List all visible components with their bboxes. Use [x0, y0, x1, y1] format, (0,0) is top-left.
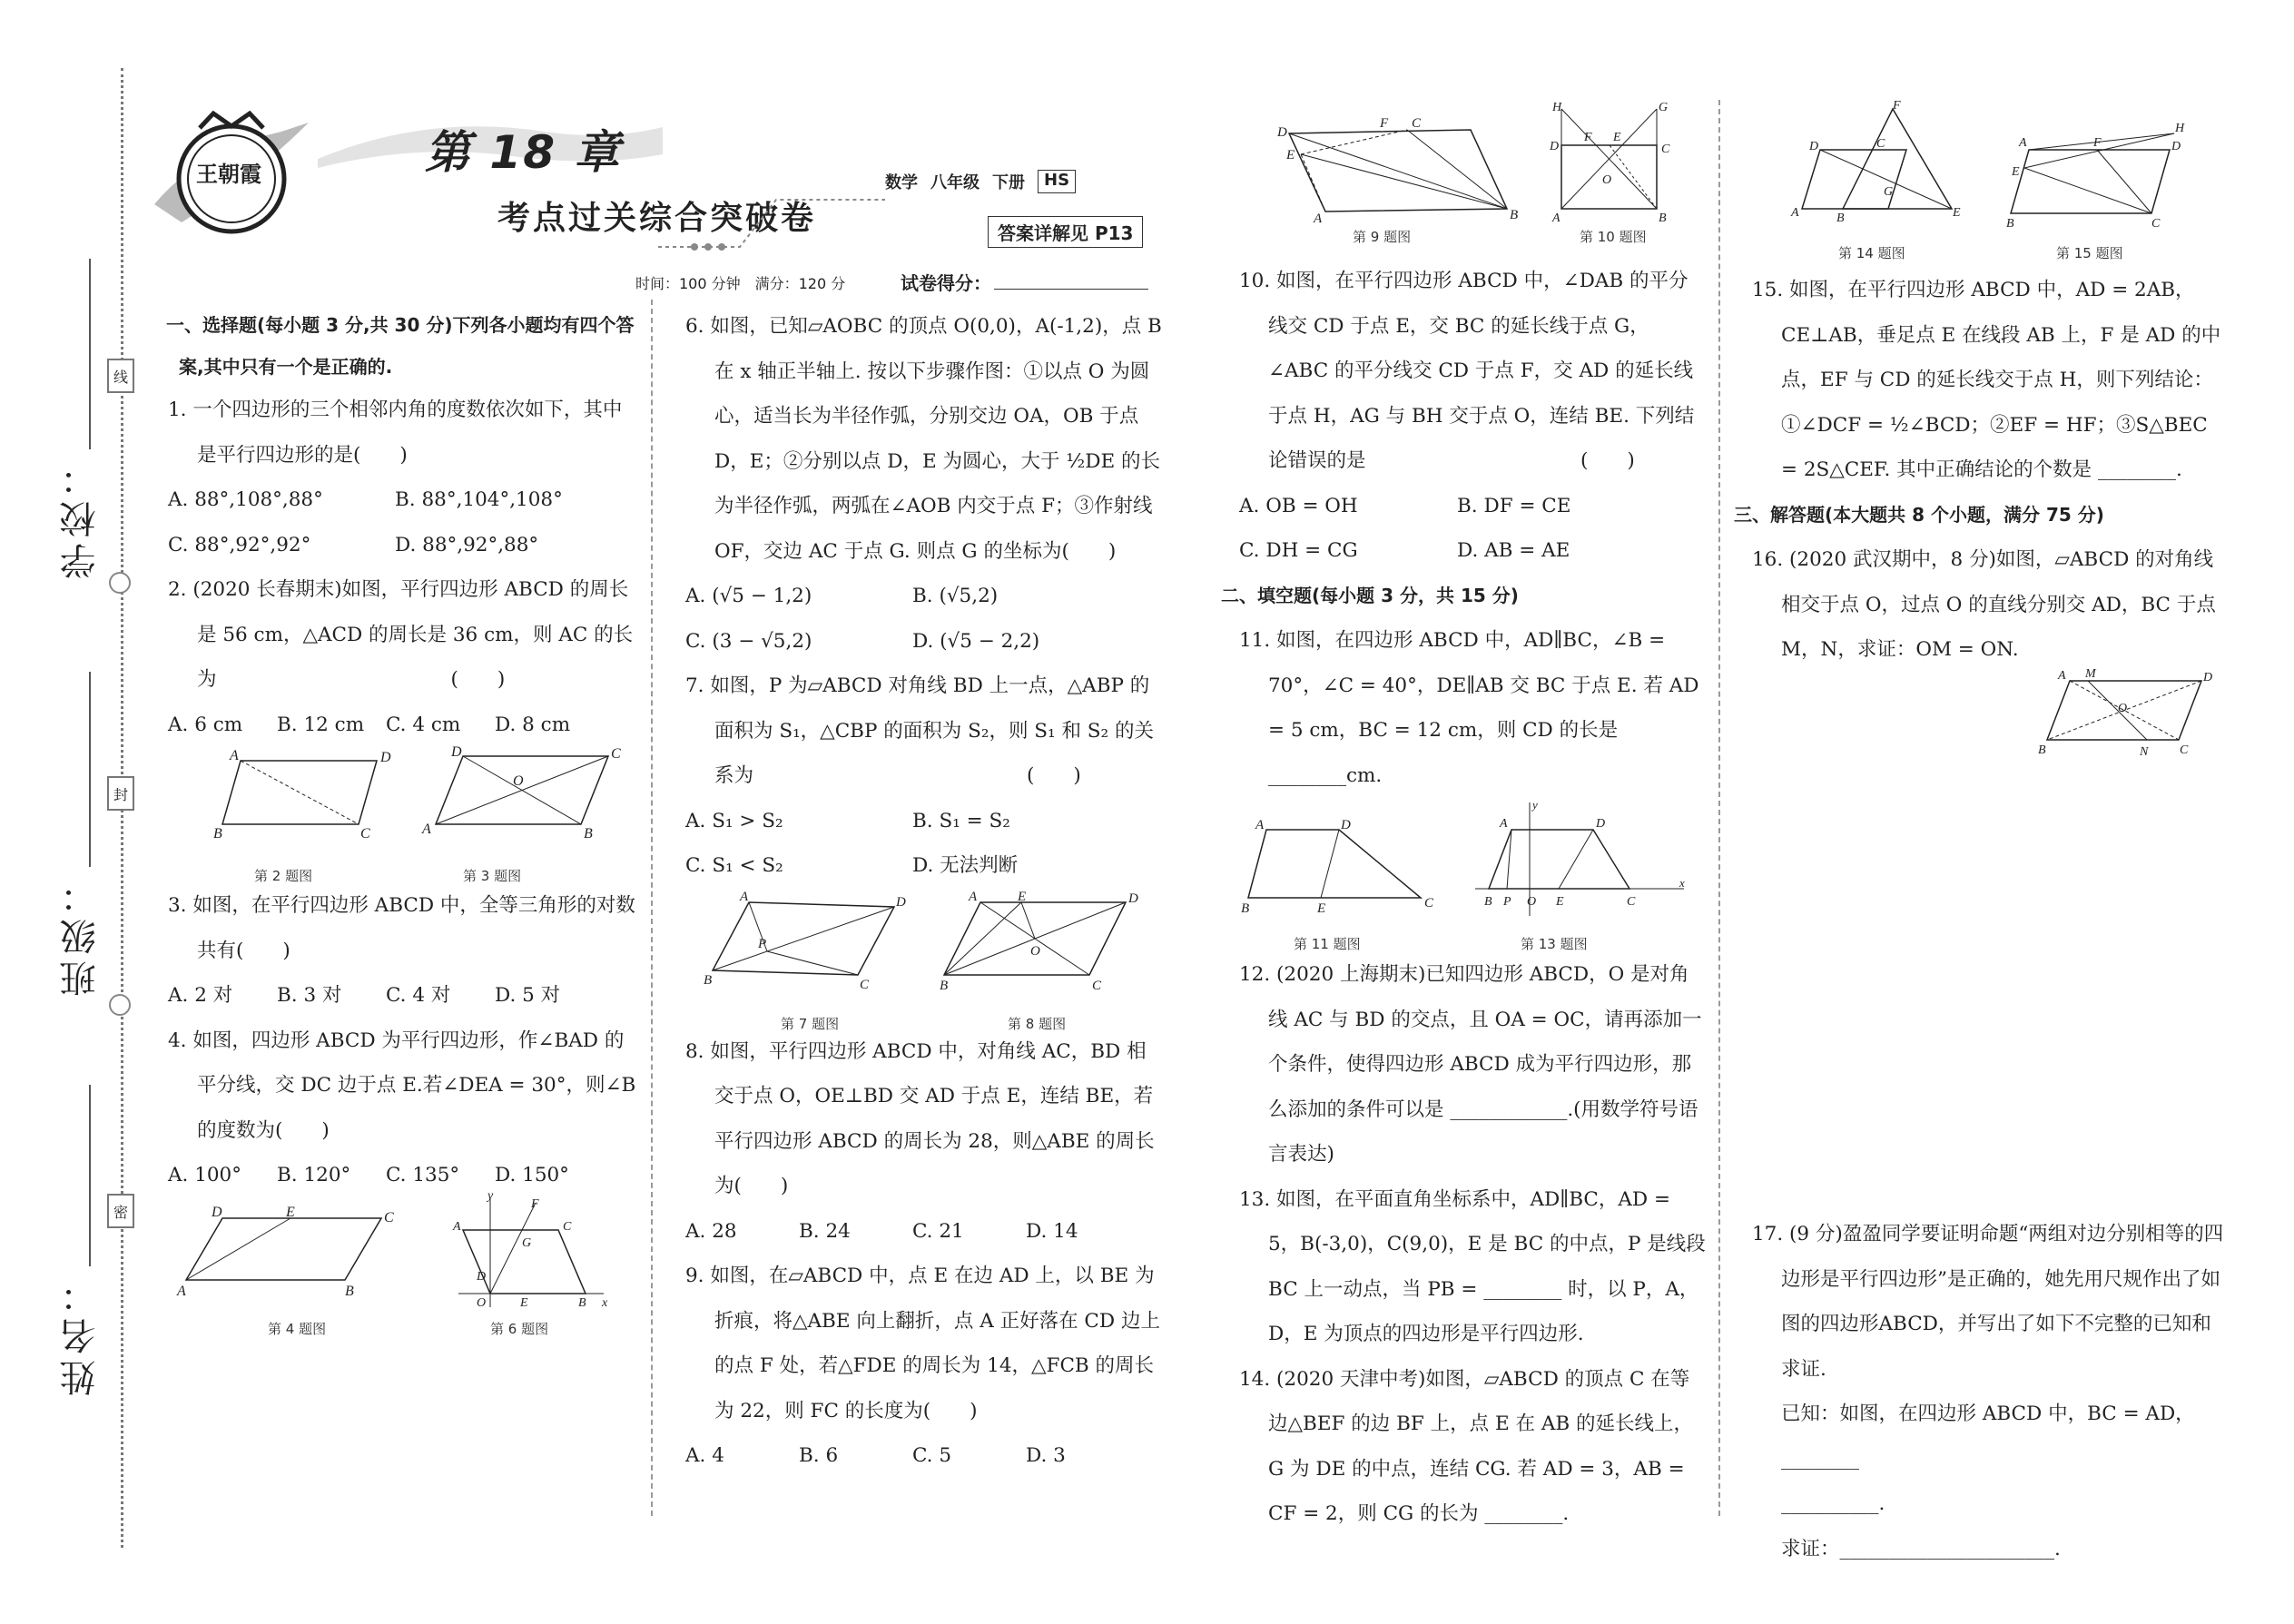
- question-6: 6. 如图，已知▱AOBC 的顶点 O(0,0)，A(-1,2)，点 B 在 x 轴正半轴上. 按以下步骤作图：①以点 O 为圆心，适当长为半径作弧，分别交边 OA，OB 于点 D，E；②分别以点 D，E 为圆心，大于 ½DE 的长为半径作弧，两弧在∠AOB 内交于点 F；③作射线 OF，交边 AC 于点 G. 则点 G 的坐标为( ): [685, 315, 1162, 563]
- option[interactable]: D. 5 对: [495, 984, 561, 1007]
- question-17-block: [1734, 1212, 2229, 1571]
- svg-text:B: B: [1241, 901, 1250, 916]
- figure-13-diagram: [1471, 798, 1689, 920]
- options: [150, 523, 640, 568]
- caption: 第 8 题图: [1008, 1015, 1067, 1032]
- svg-text:A: A: [2058, 669, 2066, 683]
- figure-9-diagram: [1275, 113, 1521, 226]
- option[interactable]: C. DH = CG: [1239, 539, 1358, 562]
- svg-text:B: B: [704, 972, 713, 988]
- svg-text:D: D: [2203, 671, 2213, 684]
- options: [667, 1209, 1162, 1255]
- svg-text:A: A: [1552, 212, 1561, 225]
- option[interactable]: C. 4 对: [386, 984, 451, 1007]
- option[interactable]: D. 8 cm: [495, 713, 571, 736]
- svg-text:E: E: [1018, 889, 1027, 904]
- svg-text:x: x: [602, 1295, 608, 1310]
- options: [667, 843, 1162, 889]
- answer-reference: 答案详解见 P13: [988, 216, 1143, 248]
- svg-text:O: O: [513, 773, 524, 789]
- column-4: [1734, 268, 2229, 673]
- option[interactable]: C. S₁ < S₂: [685, 854, 783, 877]
- options: [667, 574, 1162, 619]
- q17-known-cont[interactable]: __________.: [1781, 1492, 1885, 1515]
- svg-text:D: D: [212, 1204, 222, 1220]
- options: [150, 973, 640, 1019]
- svg-text:P: P: [1503, 895, 1511, 909]
- question-15: 15. 如图，在平行四边形 ABCD 中，AD = 2AB，CE⊥AB，垂足点 E 在线段 AB 上，F 是 AD 的中点，EF 与 CD 的延长线交于点 H，则下列结论：①∠DCF = ½∠BCD；②EF = HF；③S△BEC = 2S△CEF. 其中正确结论的个数是 ________.: [1752, 279, 2221, 481]
- option[interactable]: D. 14: [1026, 1219, 1078, 1243]
- svg-text:E: E: [1953, 206, 1961, 220]
- svg-text:O: O: [477, 1295, 487, 1310]
- column-2: [667, 304, 1162, 1479]
- seal-char: 密: [107, 1194, 134, 1228]
- option[interactable]: D. 88°,92°,88°: [395, 533, 539, 556]
- option[interactable]: B. DF = CE: [1457, 494, 1571, 517]
- name-line: [89, 1085, 91, 1266]
- question-13: 13. 如图，在平面直角坐标系中，AD∥BC，AD = 5，B(-3,0)，C(9,0)，E 是 BC 的中点，P 是线段 BC 上一动点，当 PB = ________ 时，以 P，A，D，E 为顶点的四边形是平行四边形.: [1239, 1187, 1706, 1345]
- svg-text:E: E: [1286, 148, 1295, 162]
- question-10: 10. 如图，在平行四边形 ABCD 中，∠DAB 的平分线交 CD 于点 E，交 BC 的延长线于点 G，∠ABC 的平分线交 CD 于点 F，交 AD 的延长线于点 H，AG 与 BH 交于点 O，连结 BE. 下列结论错误的是 ( ): [1239, 270, 1695, 472]
- figure-6-diagram: [449, 1188, 613, 1312]
- option[interactable]: D. 150°: [495, 1164, 569, 1186]
- figure-10-diagram: [1548, 100, 1684, 225]
- subject-tags: [885, 170, 1076, 193]
- option[interactable]: A. S₁ > S₂: [685, 809, 783, 832]
- svg-text:A: A: [1791, 206, 1799, 220]
- svg-text:O: O: [2118, 702, 2128, 715]
- svg-text:E: E: [286, 1204, 295, 1220]
- column-divider: [651, 300, 653, 1516]
- svg-text:y: y: [1532, 798, 1538, 812]
- svg-text:A: A: [230, 748, 239, 763]
- svg-text:D: D: [1341, 818, 1351, 832]
- question-17: 17. (9 分)盈盈同学要证明命题“两组对边分别相等的四边形是平行四边形”是正确的，她先用尺规作出了如图的四边形ABCD，并写出了如下不完整的已知和求证.: [1752, 1223, 2224, 1381]
- svg-text:E: E: [2012, 165, 2020, 179]
- binding-hole: [109, 572, 131, 594]
- svg-text:B: B: [345, 1283, 354, 1299]
- options: [667, 619, 1162, 664]
- caption: 第 3 题图: [463, 868, 522, 884]
- svg-text:D: D: [1596, 817, 1606, 831]
- option[interactable]: A. (√5 − 1,2): [685, 585, 812, 607]
- question-11: 11. 如图，在四边形 ABCD 中，AD∥BC，∠B = 70°，∠C = 40°，DE∥AB 交 BC 于点 E. 若 AD = 5 cm，BC = 12 cm，则 CD 的长是 ________cm.: [1239, 629, 1699, 787]
- svg-text:F: F: [531, 1196, 539, 1211]
- option[interactable]: A. OB = OH: [1239, 494, 1358, 517]
- option[interactable]: A. 6 cm: [168, 713, 243, 736]
- svg-text:D: D: [896, 894, 906, 910]
- paper-title: 考点过关综合突破卷: [497, 200, 817, 237]
- svg-text:D: D: [477, 1269, 487, 1284]
- svg-text:E: E: [1556, 895, 1564, 909]
- column-1: [150, 304, 640, 1337]
- question-8: 8. 如图，平行四边形 ABCD 中，对角线 AC，BD 相交于点 O，OE⊥BD 交 AD 于点 E，连结 BE，若平行四边形 ABCD 的周长为 28，则△ABE 的周长为( ): [685, 1039, 1155, 1197]
- school-line: [89, 259, 91, 449]
- figure-row-11-13: [1221, 798, 1707, 952]
- option[interactable]: B. S₁ = S₂: [912, 809, 1010, 832]
- svg-text:A: A: [740, 889, 749, 904]
- option[interactable]: B. 12 cm: [277, 713, 365, 736]
- question-12: 12. (2020 上海期末)已知四边形 ABCD，O 是对角线 AC 与 BD 的交点，且 OA = OC，请再添加一个条件，使得四边形 ABCD 成为平行四边形，那么添加的条件可以是 ____________.(用数学符号语言表达): [1239, 963, 1702, 1166]
- figure-2-diagram: [213, 747, 395, 847]
- svg-text:C: C: [1876, 137, 1885, 151]
- svg-text:F: F: [1380, 116, 1389, 131]
- options: [667, 1433, 1162, 1479]
- svg-text:O: O: [1602, 173, 1612, 187]
- figure-4-diagram: [177, 1204, 395, 1299]
- svg-text:B: B: [1510, 208, 1519, 222]
- column-divider: [1718, 100, 1720, 1516]
- svg-text:A: A: [422, 822, 431, 837]
- svg-text:A: A: [2019, 136, 2027, 150]
- q17-prove[interactable]: 求证：______________________.: [1781, 1537, 2061, 1560]
- figure-row-4-6: [150, 1188, 640, 1337]
- figure-16-diagram: [2038, 663, 2220, 763]
- svg-text:B: B: [1484, 895, 1492, 909]
- svg-text:x: x: [1679, 876, 1685, 890]
- caption: 第 11 题图: [1294, 936, 1361, 952]
- option[interactable]: C. 5: [912, 1444, 952, 1467]
- tag: 下册: [992, 173, 1025, 192]
- figure-11-diagram: [1239, 816, 1448, 916]
- svg-text:D: D: [451, 744, 462, 760]
- svg-text:B: B: [2006, 217, 2014, 231]
- option[interactable]: B. 88°,104°,108°: [395, 488, 563, 511]
- svg-text:C: C: [1627, 895, 1636, 909]
- caption: 第 2 题图: [254, 868, 313, 884]
- options: [1221, 484, 1707, 529]
- option[interactable]: A. 4: [685, 1444, 724, 1467]
- name-label: 姓名：: [60, 1271, 102, 1396]
- binding-hole: [109, 994, 131, 1016]
- question-16: 16. (2020 武汉期中，8 分)如图，▱ABCD 的对角线相交于点 O，过点 O 的直线分别交 AD，BC 于点 M，N，求证：OM = ON.: [1752, 548, 2216, 661]
- question-3: 3. 如图，在平行四边形 ABCD 中，全等三角形的对数共有( ): [168, 894, 635, 962]
- option[interactable]: C. 135°: [386, 1164, 460, 1186]
- caption: 第 6 题图: [490, 1320, 549, 1337]
- tag: 数学: [885, 173, 918, 192]
- seal-char: 线: [107, 359, 134, 393]
- option[interactable]: B. (√5,2): [912, 585, 999, 607]
- caption: 第 7 题图: [781, 1015, 840, 1032]
- svg-text:C: C: [360, 826, 370, 842]
- svg-text:A: A: [1255, 818, 1265, 832]
- section-heading-choice: 一、选择题(每小题 3 分,共 30 分)下列各小题均有四个答案,其中只有一个是正确的.: [166, 314, 635, 378]
- svg-text:D: D: [1809, 140, 1819, 153]
- figure-15-diagram: [2006, 122, 2185, 231]
- caption: 第 4 题图: [268, 1320, 327, 1337]
- question-4: 4. 如图，四边形 ABCD 为平行四边形，作∠BAD 的平分线，交 DC 边于点 E.若∠DEA = 30°，则∠B 的度数为( ): [168, 1029, 636, 1142]
- svg-text:G: G: [1659, 101, 1669, 114]
- options: [1221, 528, 1707, 574]
- option[interactable]: D. 3: [1026, 1444, 1066, 1467]
- svg-text:H: H: [2175, 122, 2185, 135]
- svg-text:E: E: [1613, 131, 1621, 144]
- option[interactable]: A. 88°,108°,88°: [168, 488, 323, 511]
- score-blank[interactable]: [994, 289, 1148, 290]
- caption: 第 10 题图: [1580, 229, 1647, 245]
- question-14: 14. (2020 天津中考)如图，▱ABCD 的顶点 C 在等边△BEF 的边 BF 上，点 E 在 AB 的延长线上，G 为 DE 的中点，连结 CG. 若 AD = 3，AB = CF = 2，则 CG 的长为 ________.: [1239, 1367, 1694, 1525]
- column-3: [1221, 259, 1707, 1537]
- caption: 第 15 题图: [2056, 245, 2123, 261]
- option[interactable]: C. 88°,92°,92°: [168, 533, 311, 556]
- options: [150, 703, 640, 748]
- figure-8-diagram: [940, 889, 1139, 993]
- svg-text:D: D: [1128, 891, 1138, 906]
- question-7: 7. 如图，P 为▱ABCD 对角线 BD 上一点，△ABP 的面积为 S₁，△CBP 的面积为 S₂，则 S₁ 和 S₂ 的关系为 ( ): [685, 674, 1154, 787]
- section-heading-fill: 二、填空题(每小题 3 分，共 15 分): [1221, 584, 1519, 606]
- figure-row-7-8: [667, 889, 1162, 1032]
- svg-text:y: y: [487, 1188, 494, 1203]
- svg-text:B: B: [584, 826, 593, 842]
- svg-text:A: A: [177, 1283, 186, 1299]
- svg-text:B: B: [578, 1295, 586, 1310]
- svg-text:F: F: [2093, 136, 2102, 150]
- svg-text:F: F: [1584, 131, 1592, 144]
- option[interactable]: C. 4 cm: [386, 713, 461, 736]
- figure-row-2-3: [150, 744, 640, 884]
- option[interactable]: D. AB = AE: [1457, 539, 1570, 562]
- svg-text:B: B: [1836, 212, 1845, 225]
- svg-text:B: B: [213, 826, 222, 842]
- svg-text:E: E: [1317, 901, 1326, 916]
- class-line: [89, 672, 91, 867]
- svg-text:B: B: [2038, 743, 2046, 757]
- svg-text:A: A: [1314, 212, 1323, 226]
- option[interactable]: D. (√5 − 2,2): [912, 629, 1040, 653]
- svg-text:F: F: [1893, 99, 1901, 113]
- option[interactable]: B. 24: [799, 1219, 851, 1243]
- svg-text:C: C: [563, 1219, 572, 1234]
- options: [667, 799, 1162, 844]
- svg-text:D: D: [1550, 140, 1560, 153]
- svg-text:G: G: [1884, 185, 1894, 199]
- score-label: 试卷得分：: [901, 272, 991, 294]
- options: [150, 1153, 640, 1198]
- svg-text:D: D: [380, 750, 391, 765]
- option[interactable]: A. 28: [685, 1219, 737, 1243]
- svg-text:C: C: [1424, 896, 1434, 910]
- svg-text:B: B: [940, 978, 949, 993]
- svg-text:M: M: [2085, 667, 2096, 681]
- section-heading-answer: 三、解答题(本大题共 8 个小题，满分 75 分): [1734, 503, 2104, 526]
- option[interactable]: B. 3 对: [277, 984, 342, 1007]
- question-1: 1. 一个四边形的三个相邻内角的度数依次如下，其中是平行四边形的是( ): [168, 399, 623, 467]
- class-label: 班级：: [60, 871, 102, 997]
- option[interactable]: A. 100°: [168, 1164, 241, 1186]
- svg-text:A: A: [1500, 817, 1508, 831]
- figure-7-diagram: [704, 889, 906, 993]
- option[interactable]: A. 2 对: [168, 984, 233, 1007]
- time-score: 时间：100 分钟 满分：120 分: [635, 275, 846, 292]
- option[interactable]: C. (3 − √5,2): [685, 629, 812, 653]
- svg-text:C: C: [1661, 143, 1670, 156]
- option[interactable]: B. 6: [799, 1444, 839, 1467]
- svg-text:O: O: [1030, 943, 1040, 959]
- svg-text:O: O: [1527, 895, 1537, 909]
- svg-text:D: D: [1277, 125, 1287, 140]
- option[interactable]: B. 120°: [277, 1164, 351, 1186]
- svg-text:A: A: [453, 1219, 461, 1234]
- svg-text:C: C: [1412, 116, 1422, 131]
- svg-text:C: C: [1092, 978, 1102, 993]
- caption: 第 14 题图: [1838, 245, 1905, 261]
- question-2: 2. (2020 长春期末)如图，平行四边形 ABCD 的周长是 56 cm，△ACD 的周长是 36 cm，则 AC 的长为 ( ): [168, 578, 634, 691]
- svg-text:H: H: [1552, 101, 1562, 114]
- svg-text:C: C: [384, 1209, 394, 1225]
- chapter-title: 第 18 章: [425, 126, 622, 179]
- school-label: 学校：: [60, 454, 102, 579]
- option[interactable]: C. 21: [912, 1219, 964, 1243]
- svg-text:C: C: [2180, 743, 2189, 757]
- svg-text:N: N: [2140, 745, 2149, 759]
- logo-text: 王朝霞: [196, 162, 261, 187]
- figure-14-diagram: [1784, 100, 1974, 227]
- svg-text:C: C: [2151, 217, 2161, 231]
- caption: 第 13 题图: [1521, 936, 1588, 952]
- svg-text:B: B: [1659, 212, 1667, 225]
- svg-text:C: C: [611, 746, 621, 762]
- svg-text:D: D: [2171, 140, 2181, 153]
- svg-text:P: P: [758, 936, 767, 951]
- svg-text:A: A: [969, 889, 978, 904]
- q17-known[interactable]: 已知：如图，在四边形 ABCD 中，BC = AD，________: [1781, 1403, 2195, 1471]
- seal-char: 封: [107, 776, 134, 811]
- header-dotted-trim: [658, 182, 885, 254]
- figure-3-diagram: [422, 744, 622, 847]
- tag: HS: [1038, 170, 1076, 193]
- question-9: 9. 如图，在▱ABCD 中，点 E 在边 AD 上，以 BE 为折痕，将△ABE 向上翻折，点 A 正好落在 CD 边上的点 F 处，若△FDE 的周长为 14，△FCB 的周长为 22，则 FC 的长度为( ): [685, 1265, 1160, 1422]
- tag: 八年级: [930, 173, 980, 192]
- options: [150, 477, 640, 523]
- svg-text:G: G: [522, 1235, 532, 1250]
- svg-text:C: C: [860, 977, 870, 992]
- caption: 第 9 题图: [1353, 229, 1412, 245]
- option[interactable]: D. 无法判断: [912, 854, 1019, 877]
- svg-text:E: E: [520, 1295, 528, 1310]
